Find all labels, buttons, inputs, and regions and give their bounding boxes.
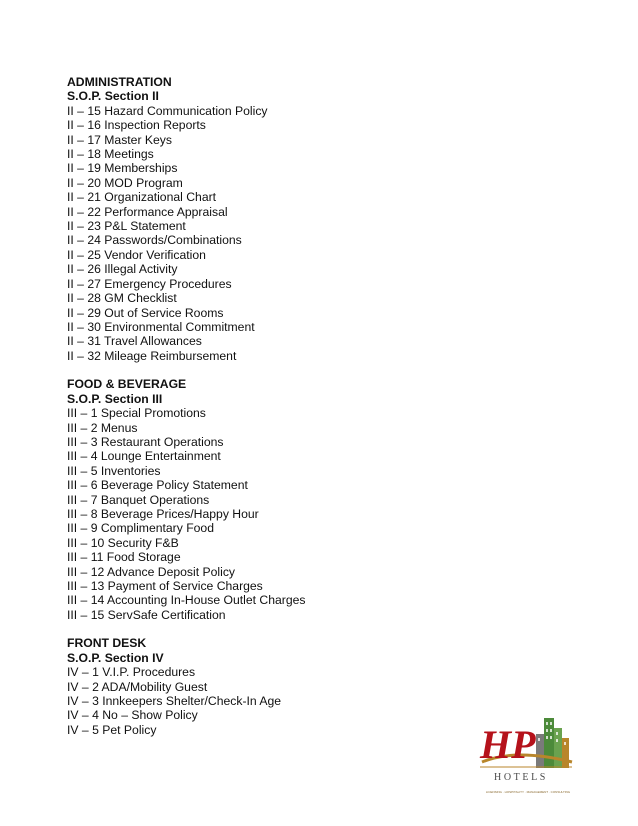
list-item: III – 15 ServSafe Certification [67,607,226,622]
section-food-beverage [67,377,587,622]
list-item: IV – 3 Innkeepers Shelter/Check-In Age [67,694,282,709]
section-title: FRONT DESK [67,636,147,651]
list-item: III – 2 Menus [67,420,138,435]
list-item: II – 25 Vendor Verification [67,247,206,262]
list-item: III – 1 Special Promotions [67,406,206,421]
section-subtitle: S.O.P. Section IV [67,650,164,665]
section-title: FOOD & BEVERAGE [67,377,187,392]
list-item: III – 9 Complimentary Food [67,521,214,536]
list-item: II – 15 Hazard Communication Policy [67,103,268,118]
section-title: ADMINISTRATION [67,75,172,89]
list-item: II – 17 Master Keys [67,132,172,147]
list-item: II – 32 Mileage Reimbursement [67,348,237,363]
list-item: II – 27 Emergency Procedures [67,276,232,291]
list-item: II – 28 GM Checklist [67,291,177,306]
logo-wordmark: HOTELS [494,772,548,783]
list-item: IV – 5 Pet Policy [67,722,157,737]
list-item: III – 12 Advance Deposit Policy [67,564,236,579]
list-item: II – 21 Organizational Chart [67,190,217,205]
list-item: III – 13 Payment of Service Charges [67,579,263,593]
list-item: II – 19 Memberships [67,161,178,176]
logo-monogram: HP [480,722,536,767]
list-item: II – 22 Performance Appraisal [67,204,228,219]
list-item: IV – 2 ADA/Mobility Guest [67,679,208,694]
list-item: II – 31 Travel Allowances [67,334,202,349]
list-item: III – 10 Security F&B [67,535,179,550]
list-item: III – 3 Restaurant Operations [67,434,224,449]
list-item: II – 23 P&L Statement [67,219,186,234]
list-item: III – 6 Beverage Policy Statement [67,478,248,493]
list-item: IV – 1 V.I.P. Procedures [67,665,196,680]
section-item-list [67,406,587,622]
list-item: II – 24 Passwords/Combinations [67,233,242,248]
list-item: III – 8 Beverage Prices/Happy Hour [67,506,259,521]
hp-hotels-logo [476,712,580,812]
list-item: III – 7 Banquet Operations [67,492,210,507]
list-item: II – 18 Meetings [67,147,154,162]
list-item: II – 26 Illegal Activity [67,262,178,277]
section-subtitle: S.O.P. Section II [67,89,159,104]
list-item: II – 16 Inspection Reports [67,118,206,133]
list-item: II – 20 MOD Program [67,175,183,190]
list-item: II – 30 Environmental Commitment [67,319,255,334]
list-item: III – 5 Inventories [67,463,161,478]
document-body [67,75,587,737]
list-item: II – 29 Out of Service Rooms [67,305,224,320]
list-item: IV – 4 No – Show Policy [67,708,198,723]
list-item: III – 11 Food Storage [67,550,181,565]
section-item-list [67,104,587,363]
list-item: III – 14 Accounting In-House Outlet Charges [67,593,306,608]
logo-mark [476,712,580,772]
section-administration [67,75,587,363]
section-subtitle: S.O.P. Section III [67,391,163,406]
logo-tagline: LICENSING · HOSPITALITY · MANAGEMENT · CONSULTING [485,790,571,794]
list-item: III – 4 Lounge Entertainment [67,449,221,464]
logo-building [544,718,554,768]
